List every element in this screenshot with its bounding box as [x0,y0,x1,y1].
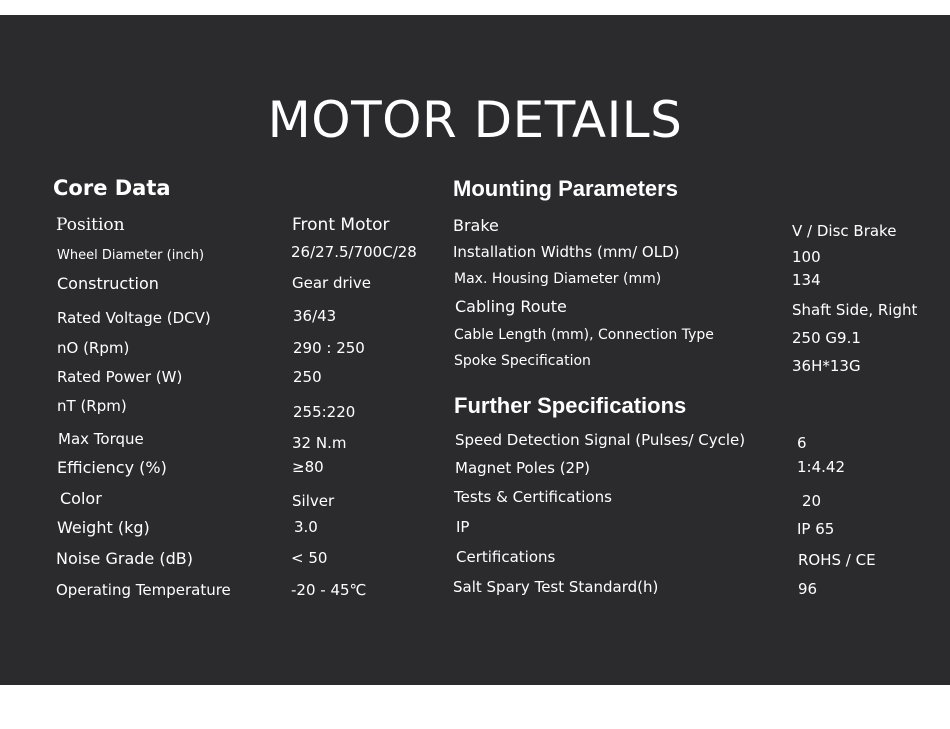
core-label: Wheel Diameter (inch) [57,248,205,263]
mounting-label: Spoke Specification [454,353,591,369]
core-value: 32 N.m [292,434,347,452]
core-label: Construction [57,274,159,293]
further-label: Speed Detection Signal (Pulses/ Cycle) [455,431,746,449]
further-label: Salt Spary Test Standard(h) [453,578,659,596]
further-value: 1:4.42 [797,458,845,476]
mounting-label: Brake [453,216,499,235]
core-label: Position [56,215,125,235]
core-value: 255:220 [293,403,356,421]
mounting-value: 100 [792,248,821,266]
core-value: ≥80 [292,458,324,476]
mounting-value: V / Disc Brake [792,222,897,240]
core-label: Rated Power (W) [57,368,183,386]
further-heading: Further Specifications [454,393,687,418]
core-value: Front Motor [292,215,390,235]
core-label: Operating Temperature [56,581,231,599]
further-label: Certifications [456,548,556,566]
further-label: IP [456,518,470,536]
core-value: 26/27.5/700C/28 [291,243,417,261]
core-value: 290 : 250 [293,339,365,357]
further-value: 6 [797,434,807,452]
further-value: ROHS / CE [798,551,876,569]
core-label: Weight (kg) [57,518,150,537]
core-label: Max Torque [58,430,144,448]
core-value: 36/43 [293,307,337,325]
core-value: -20 - 45℃ [291,581,367,599]
mounting-label: Cable Length (mm), Connection Type [454,327,714,343]
mounting-value: Shaft Side, Right [792,301,918,319]
further-value: IP 65 [797,520,835,538]
core-label: Efficiency (%) [57,458,167,477]
core-value: Silver [292,492,335,510]
core-value: 3.0 [294,518,318,536]
core-label: Noise Grade (dB) [56,549,193,568]
mounting-label: Cabling Route [455,297,567,316]
core-value: < 50 [291,549,328,567]
mounting-value: 250 G9.1 [792,329,861,347]
further-label: Magnet Poles (2P) [455,459,590,477]
page-title: MOTOR DETAILS [267,91,683,149]
motor-details-panel [0,15,950,685]
core-label: nO (Rpm) [57,339,130,357]
further-value: 20 [802,492,822,510]
core-value: Gear drive [292,274,371,292]
mounting-value: 134 [792,271,821,289]
core-data-heading: Core Data [53,176,171,200]
further-label: Tests & Certifications [454,488,612,506]
mounting-label: Max. Housing Diameter (mm) [454,271,662,287]
core-label: nT (Rpm) [57,397,127,415]
core-label: Color [60,489,102,508]
mounting-label: Installation Widths (mm/ OLD) [453,243,680,261]
core-label: Rated Voltage (DCV) [57,309,211,327]
mounting-value: 36H*13G [792,357,861,375]
mounting-heading: Mounting Parameters [453,176,678,201]
core-value: 250 [293,368,322,386]
further-value: 96 [798,580,818,598]
